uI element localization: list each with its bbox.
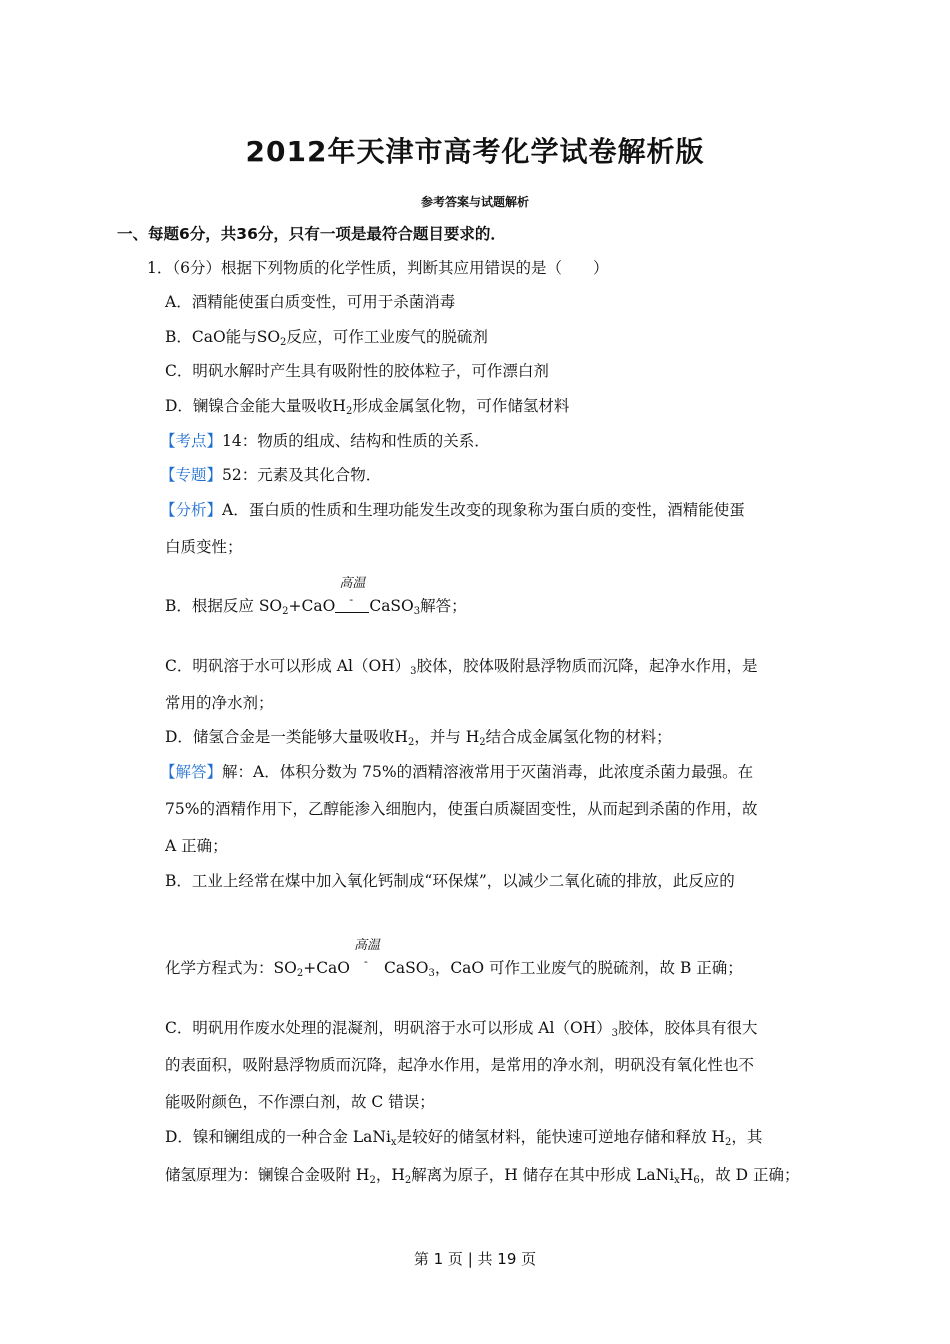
- kaodian-tag: 【考点】: [160, 432, 223, 450]
- fenxi-d: D．储氢合金是一类能够大量吸收$H_2$，并与 $H_2$结合成金属氢化物的材料；: [165, 728, 672, 748]
- page-title: 2012年天津市高考化学试卷解析版: [245, 135, 705, 168]
- fenxi-c-line1: C．明矾溶于水可以形成 $Al(OH)_3$胶体，胶体吸附悬浮物质而沉降，起净水作用，是: [165, 657, 758, 677]
- jieda-line1: 【解答】解：A．体积分数为 75%的酒精溶液常用于灭菌消毒，此浓度杀菌力最强。在: [160, 763, 754, 781]
- fenxi-tag: 【分析】: [160, 501, 223, 519]
- section-heading: 一、每题6分，共36分，只有一项是最符合题目要求的．: [117, 225, 506, 243]
- jieda-c-line3: 能吸附颜色，不作漂白剂，故 C 错误；: [165, 1093, 435, 1111]
- jieda-c-line1: C．明矾用作废水处理的混凝剂，明矾溶于水可以形成 $Al(OH)_3$胶体，胶体具有很大: [165, 1019, 758, 1039]
- jieda-line2: 75%的酒精作用下，乙醇能渗入细胞内，使蛋白质凝固变性，从而起到杀菌的作用，故: [165, 800, 758, 818]
- page-subtitle: 参考答案与试题解析: [420, 195, 529, 209]
- jieda-d-line1: D．镍和镧组成的一种合金 LaNi$_x$是较好的储氢材料，能快速可逆地存储和释放 $H_2$，其: [165, 1128, 763, 1148]
- jieda-c-line2: 的表面积，吸附悬浮物质而沉降，起净水作用，是常用的净水剂，明矾没有氧化性也不: [165, 1056, 755, 1074]
- fenxi-c-line2: 常用的净水剂；: [165, 694, 274, 712]
- reaction-condition: 高温 -: [335, 596, 369, 616]
- option-a: A．酒精能使蛋白质变性，可用于杀菌消毒: [165, 293, 456, 311]
- option-d: D．镧镍合金能大量吸收$H_2$形成金属氢化物，可作储氢材料: [165, 397, 570, 417]
- question-1-stem: 1．（6分）根据下列物质的化学性质，判断其应用错误的是（ ）: [147, 259, 609, 277]
- jieda-line3: A 正确；: [165, 837, 228, 855]
- jieda-b-line1: B．工业上经常在煤中加入氧化钙制成“环保煤”，以减少二氧化硫的排放，此反应的: [165, 872, 735, 890]
- page-footer: 第 1 页 | 共 19 页: [413, 1250, 537, 1268]
- kaodian: 【考点】14：物质的组成、结构和性质的关系．: [160, 432, 490, 450]
- fenxi-line2: 白质变性；: [165, 538, 243, 556]
- reaction-condition-2: 高温 -: [354, 938, 381, 968]
- jieda-b-equation: 化学方程式为：$SO_2+CaO$ 高温 - CaSO$_3$，CaO 可作工业废气的脱硫剂，故 B 正确；: [165, 938, 743, 979]
- option-b: B．CaO能与$SO_2$反应，可作工业废气的脱硫剂: [165, 328, 488, 348]
- fenxi-b-equation: B．根据反应 $SO_2+CaO$ 高温 - CaSO$_3$解答；: [165, 576, 467, 617]
- zhuanti: 【专题】52：元素及其化合物．: [160, 466, 382, 484]
- jieda-d-line2: 储氢原理为：镧镍合金吸附 $H_2$，$H_2$解离为原子，H 储存在其中形成 $LaNi_xH_6$，故 D 正确；: [165, 1166, 800, 1186]
- fenxi-line1: 【分析】A．蛋白质的性质和生理功能发生改变的现象称为蛋白质的变性，酒精能使蛋: [160, 501, 745, 519]
- jieda-tag: 【解答】: [160, 763, 223, 781]
- zhuanti-tag: 【专题】: [160, 466, 223, 484]
- option-c: C．明矾水解时产生具有吸附性的胶体粒子，可作漂白剂: [165, 362, 549, 380]
